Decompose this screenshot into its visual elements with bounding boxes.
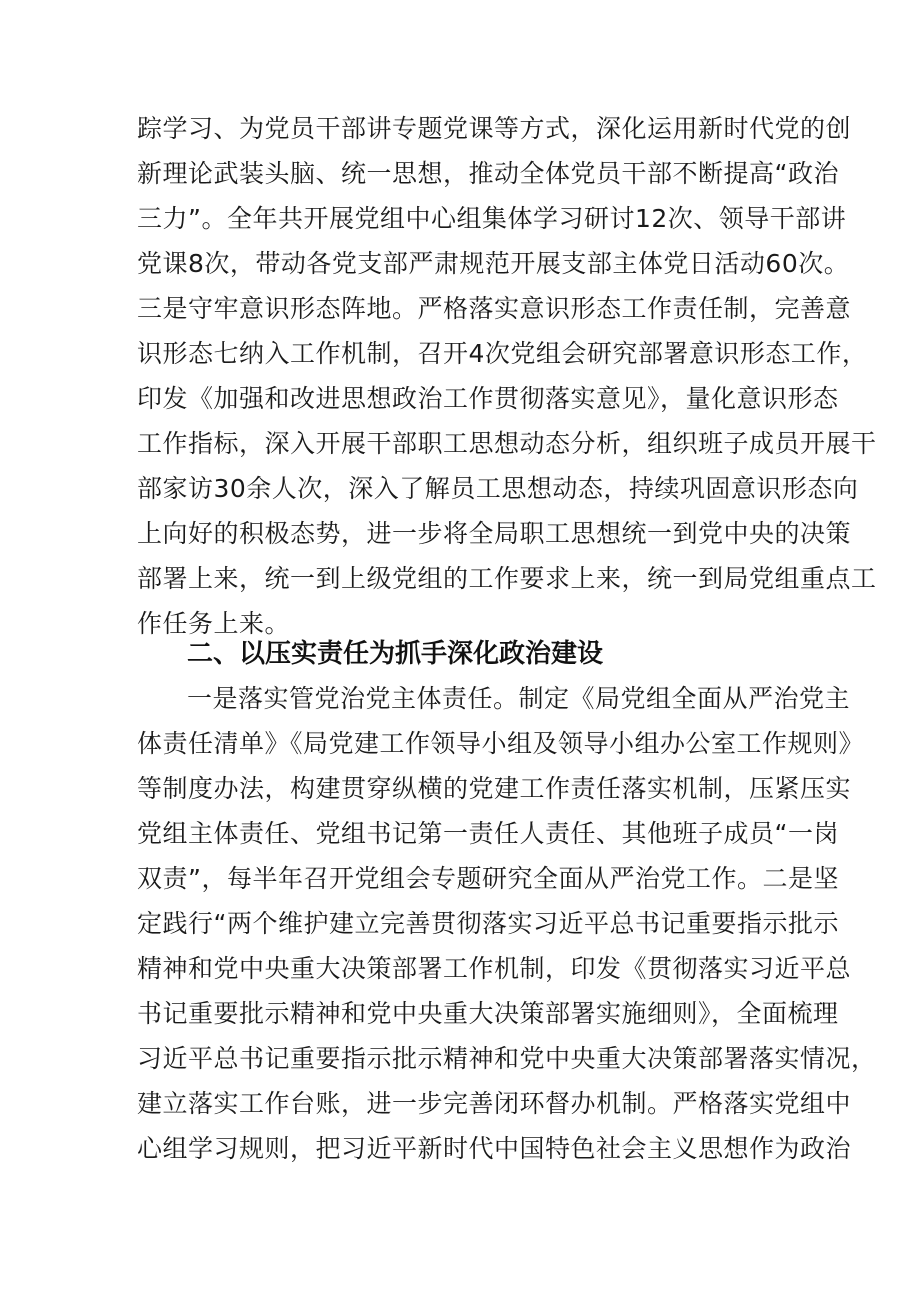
paragraph-line: 印发《加强和改进思想政治工作贯彻落实意见》，量化意识形态 [137,384,839,413]
paragraph-line: 心组学习规则，把习近平新时代中国特色社会主义思想作为政治 [137,1134,852,1163]
paragraph-line: 三力”。全年共开展党组中心组集体学习研讨12次、领导干部讲 [137,204,847,233]
paragraph-line: 建立落实工作台账，进一步完善闭环督办机制。严格落实党组中 [137,1089,852,1118]
paragraph-line: 习近平总书记重要指示批示精神和党中央重大决策部署落实情况， [137,1044,877,1073]
paragraph-line: 党课8次，带动各党支部严肃规范开展支部主体党日活动60次。 [137,249,850,278]
paragraph-line: 部家访30余人次，深入了解员工思想动态，持续巩固意识形态向 [137,474,859,503]
paragraph-line: 双责”，每半年召开党组会专题研究全面从严治党工作。二是坚 [137,864,839,893]
paragraph-line: 作任务上来。 [137,609,291,638]
paragraph-line: 体责任清单》《局党建工作领导小组及领导小组办公室工作规则》 [137,729,865,758]
paragraph-line: 书记重要批示精神和党中央重大决策部署实施细则》，全面梳理 [137,999,839,1028]
paragraph-line: 部署上来，统一到上级党组的工作要求上来，统一到局党组重点工 [137,564,877,593]
paragraph-line: 定践行“两个维护建立完善贯彻落实习近平总书记重要指示批示 [137,909,839,938]
paragraph-line: 新理论武装头脑、统一思想，推动全体党员干部不断提高“政治 [137,159,839,188]
paragraph-line: 工作指标，深入开展干部职工思想动态分析，组织班子成员开展干 [137,429,877,458]
paragraph-line: 等制度办法，构建贯穿纵横的党建工作责任落实机制，压紧压实 [137,774,852,803]
section-heading: 二、以压实责任为抓手深化政治建设 [187,639,604,669]
paragraph-line: 一是落实管党治党主体责任。制定《局党组全面从严治党主 [187,684,851,713]
paragraph-line: 精神和党中央重大决策部署工作机制，印发《贯彻落实习近平总 [137,954,852,983]
paragraph-line: 识形态七纳入工作机制，召开4次党组会研究部署意识形态工作， [137,339,868,368]
paragraph-line: 上向好的积极态势，进一步将全局职工思想统一到党中央的决策 [137,519,852,548]
paragraph-line: 党组主体责任、党组书记第一责任人责任、其他班子成员“一岗 [137,819,839,848]
paragraph-line: 踪学习、为党员干部讲专题党课等方式，深化运用新时代党的创 [137,114,852,143]
paragraph-line: 三是守牢意识形态阵地。严格落实意识形态工作责任制，完善意 [137,294,852,323]
